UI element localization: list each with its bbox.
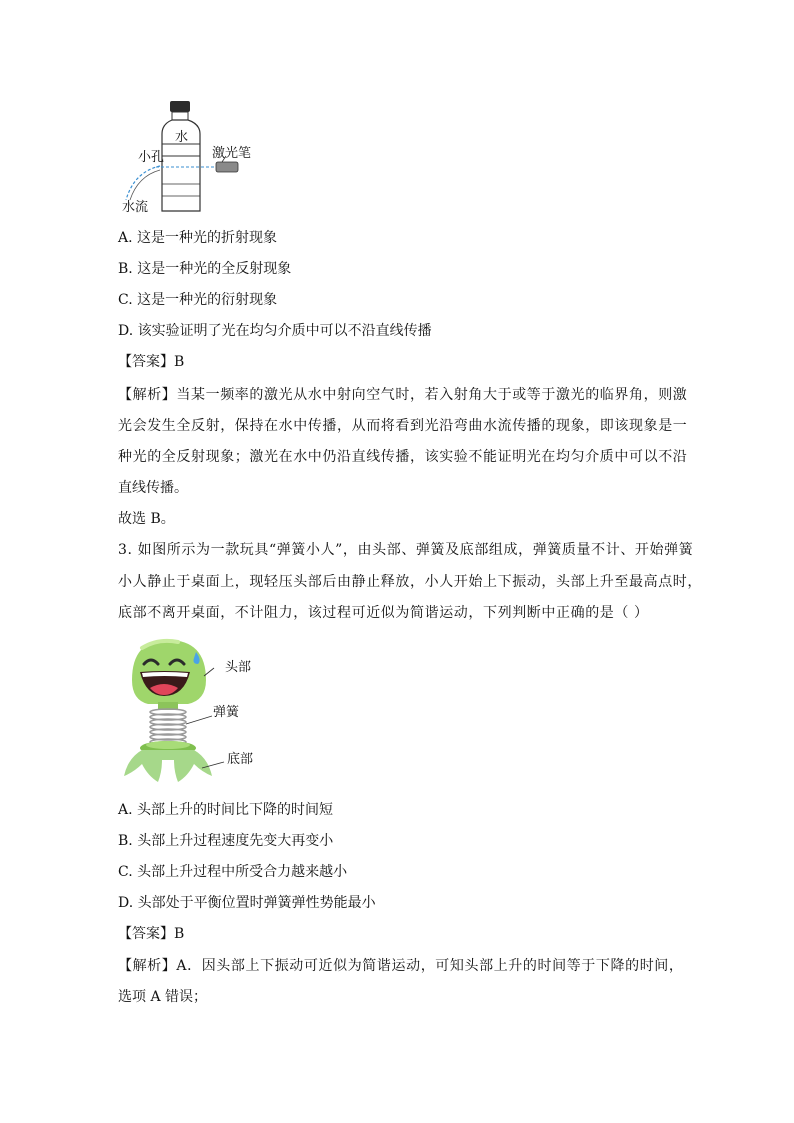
q3-option-d: D. 头部处于平衡位置时弹簧弹性势能最小 (118, 895, 376, 911)
q2-option-a: A. 这是一种光的折射现象 (118, 230, 278, 246)
bottle-cap (170, 101, 190, 112)
toy-base-ring-top (146, 741, 190, 749)
q3-stem-line: 3. 如图所示为一款玩具“弹簧小人”，由头部、弹簧及底部组成，弹簧质量不计、开始弹簧 (118, 542, 694, 558)
spring-label: 弹簧 (213, 705, 240, 720)
q2-analysis-line: 种光的全反射现象；激光在水中仍沿直线传播，该实验不能证明光在均匀介质中可以不沿 (118, 449, 688, 465)
q2-conclusion: 故选 B。 (118, 511, 175, 527)
spring-leader (186, 716, 212, 724)
toy-base-feet (124, 750, 212, 782)
q3-option-b: B. 头部上升过程速度先变大再变小 (118, 833, 334, 849)
bottle-neck (172, 112, 188, 120)
hole-label: 小孔 (138, 150, 165, 165)
q3-stem-line: 底部不离开桌面，不计阻力，该过程可近似为简谐运动，下列判断中正确的是（ ） (118, 605, 649, 621)
head-label: 头部 (225, 660, 252, 675)
q2-analysis-line: 【解析】当某一频率的激光从水中射向空气时，若入射角大于或等于激光的临界角，则激 (118, 387, 688, 403)
q2-option-c: C. 这是一种光的衍射现象 (118, 292, 278, 308)
water-stream (126, 166, 160, 200)
q3-analysis-line: 【解析】A．因头部上下振动可近似为简谐运动，可知头部上升的时间等于下降的时间， (118, 958, 684, 974)
q3-option-a: A. 头部上升的时间比下降的时间短 (118, 802, 334, 818)
q3-analysis-line: 选项 A 错误； (118, 989, 208, 1005)
bottle-water-label: 水 (175, 130, 189, 145)
laser-pen-label: 激光笔 (212, 146, 252, 161)
q2-analysis-line: 光会发生全反射，保持在水中传播，从而将看到光沿弯曲水流传播的现象，即该现象是一 (118, 418, 688, 434)
laser-pen (216, 162, 238, 172)
q2-analysis-line: 直线传播。 (118, 480, 188, 496)
q3-stem-line: 小人静止于桌面上，现轻压头部后由静止释放，小人开始上下振动，头部上升至最高点时， (118, 574, 702, 590)
q2-option-b: B. 这是一种光的全反射现象 (118, 261, 292, 277)
q2-option-d: D. 该实验证明了光在均匀介质中可以不沿直线传播 (118, 323, 432, 339)
q3-answer: 【答案】B (118, 926, 185, 942)
water-stream-label: 水流 (122, 200, 149, 215)
q2-answer: 【答案】B (118, 354, 185, 370)
toy-spring (150, 709, 186, 745)
q3-option-c: C. 头部上升过程中所受合力越来越小 (118, 864, 348, 880)
water-stream-outline (130, 170, 160, 200)
base-label: 底部 (227, 752, 254, 767)
